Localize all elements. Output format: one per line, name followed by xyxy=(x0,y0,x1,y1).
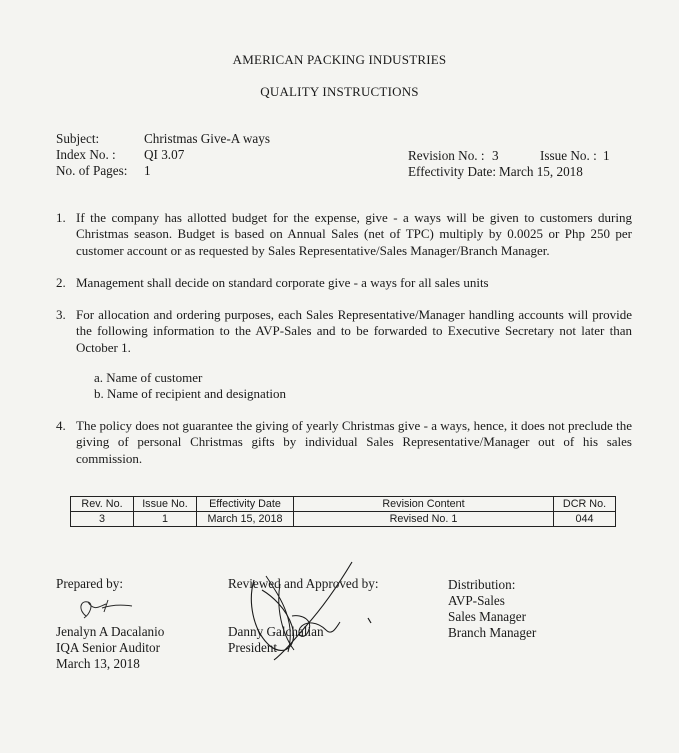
prepared-signature xyxy=(74,596,134,626)
distribution-item: Branch Manager xyxy=(448,625,537,640)
instruction-item xyxy=(56,418,632,467)
cell-issue-no: 1 xyxy=(134,512,197,527)
item-number: 1. xyxy=(56,210,66,225)
item-text: Management shall decide on standard corporate give - a ways for all sales units xyxy=(76,275,489,290)
approved-title: President xyxy=(228,640,278,655)
item-text: The policy does not guarantee the giving of yearly Christmas give - a ways, hence, it does not preclude the giving of personal Christmas gifts by individual Sales Representative/Manager out of his sales commission. xyxy=(76,418,632,466)
revision-value: 3 xyxy=(492,148,499,163)
cell-revision-content: Revised No. 1 xyxy=(294,512,554,527)
cell-rev-no: 3 xyxy=(71,512,134,527)
pages-value: 1 xyxy=(144,163,151,178)
prepared-date: March 13, 2018 xyxy=(56,656,140,671)
prepared-title: IQA Senior Auditor xyxy=(56,640,161,655)
item-number: 4. xyxy=(56,418,66,433)
header-revision-content: Revision Content xyxy=(294,497,554,512)
document-type: QUALITY INSTRUCTIONS xyxy=(260,84,419,99)
revision-label: Revision No. : xyxy=(408,148,485,163)
item-text: For allocation and ordering purposes, each Sales Representative/Manager handling accounts will provide the following information to the AVP-Sales and to be forwarded to Executive Secretary not later than October 1. xyxy=(76,307,632,355)
cell-dcr-no: 044 xyxy=(554,512,616,527)
approved-name: Danny Galchalian xyxy=(228,624,324,639)
distribution-item: Sales Manager xyxy=(448,609,526,624)
effectivity-value: March 15, 2018 xyxy=(499,164,583,179)
item-number: 3. xyxy=(56,307,66,322)
subject-label: Subject: xyxy=(56,131,100,146)
header-rev-no: Rev. No. xyxy=(71,497,134,512)
instruction-item xyxy=(56,210,632,259)
item-number: 2. xyxy=(56,275,66,290)
instruction-item xyxy=(56,307,632,356)
prepared-name: Jenalyn A Dacalanio xyxy=(56,624,165,639)
table-header-row xyxy=(71,497,616,512)
cell-effectivity-date: March 15, 2018 xyxy=(197,512,294,527)
index-value: QI 3.07 xyxy=(144,147,185,162)
index-label: Index No. : xyxy=(56,147,116,162)
revision-table xyxy=(70,496,616,527)
issue-value: 1 xyxy=(603,148,610,163)
header-dcr-no: DCR No. xyxy=(554,497,616,512)
distribution-label: Distribution: xyxy=(448,577,516,592)
table-row xyxy=(71,512,616,527)
distribution-item: AVP-Sales xyxy=(448,593,505,608)
header-effectivity-date: Effectivity Date xyxy=(197,497,294,512)
subitem-b: b. Name of recipient and designation xyxy=(94,386,287,401)
approved-signature xyxy=(236,560,366,664)
header-issue-no: Issue No. xyxy=(134,497,197,512)
subject-value: Christmas Give-A ways xyxy=(144,131,271,146)
prepared-label: Prepared by: xyxy=(56,576,124,591)
company-name: AMERICAN PACKING INDUSTRIES xyxy=(232,52,447,67)
pages-label: No. of Pages: xyxy=(56,163,128,178)
issue-label: Issue No. : xyxy=(540,148,597,163)
approved-label: Reviewed and Approved by: xyxy=(228,576,379,591)
effectivity-label: Effectivity Date: xyxy=(408,164,497,179)
subitem-a: a. Name of customer xyxy=(94,370,203,385)
instruction-item xyxy=(56,275,632,291)
item-text: If the company has allotted budget for the expense, give - a ways will be given to customers during Christmas season. Budget is based on Annual Sales (net of TPC) multiply by 0.0025 or Php 250 per customer account or as requested by Sales Representative/Sales Manager/Branch Manager. xyxy=(76,210,632,258)
